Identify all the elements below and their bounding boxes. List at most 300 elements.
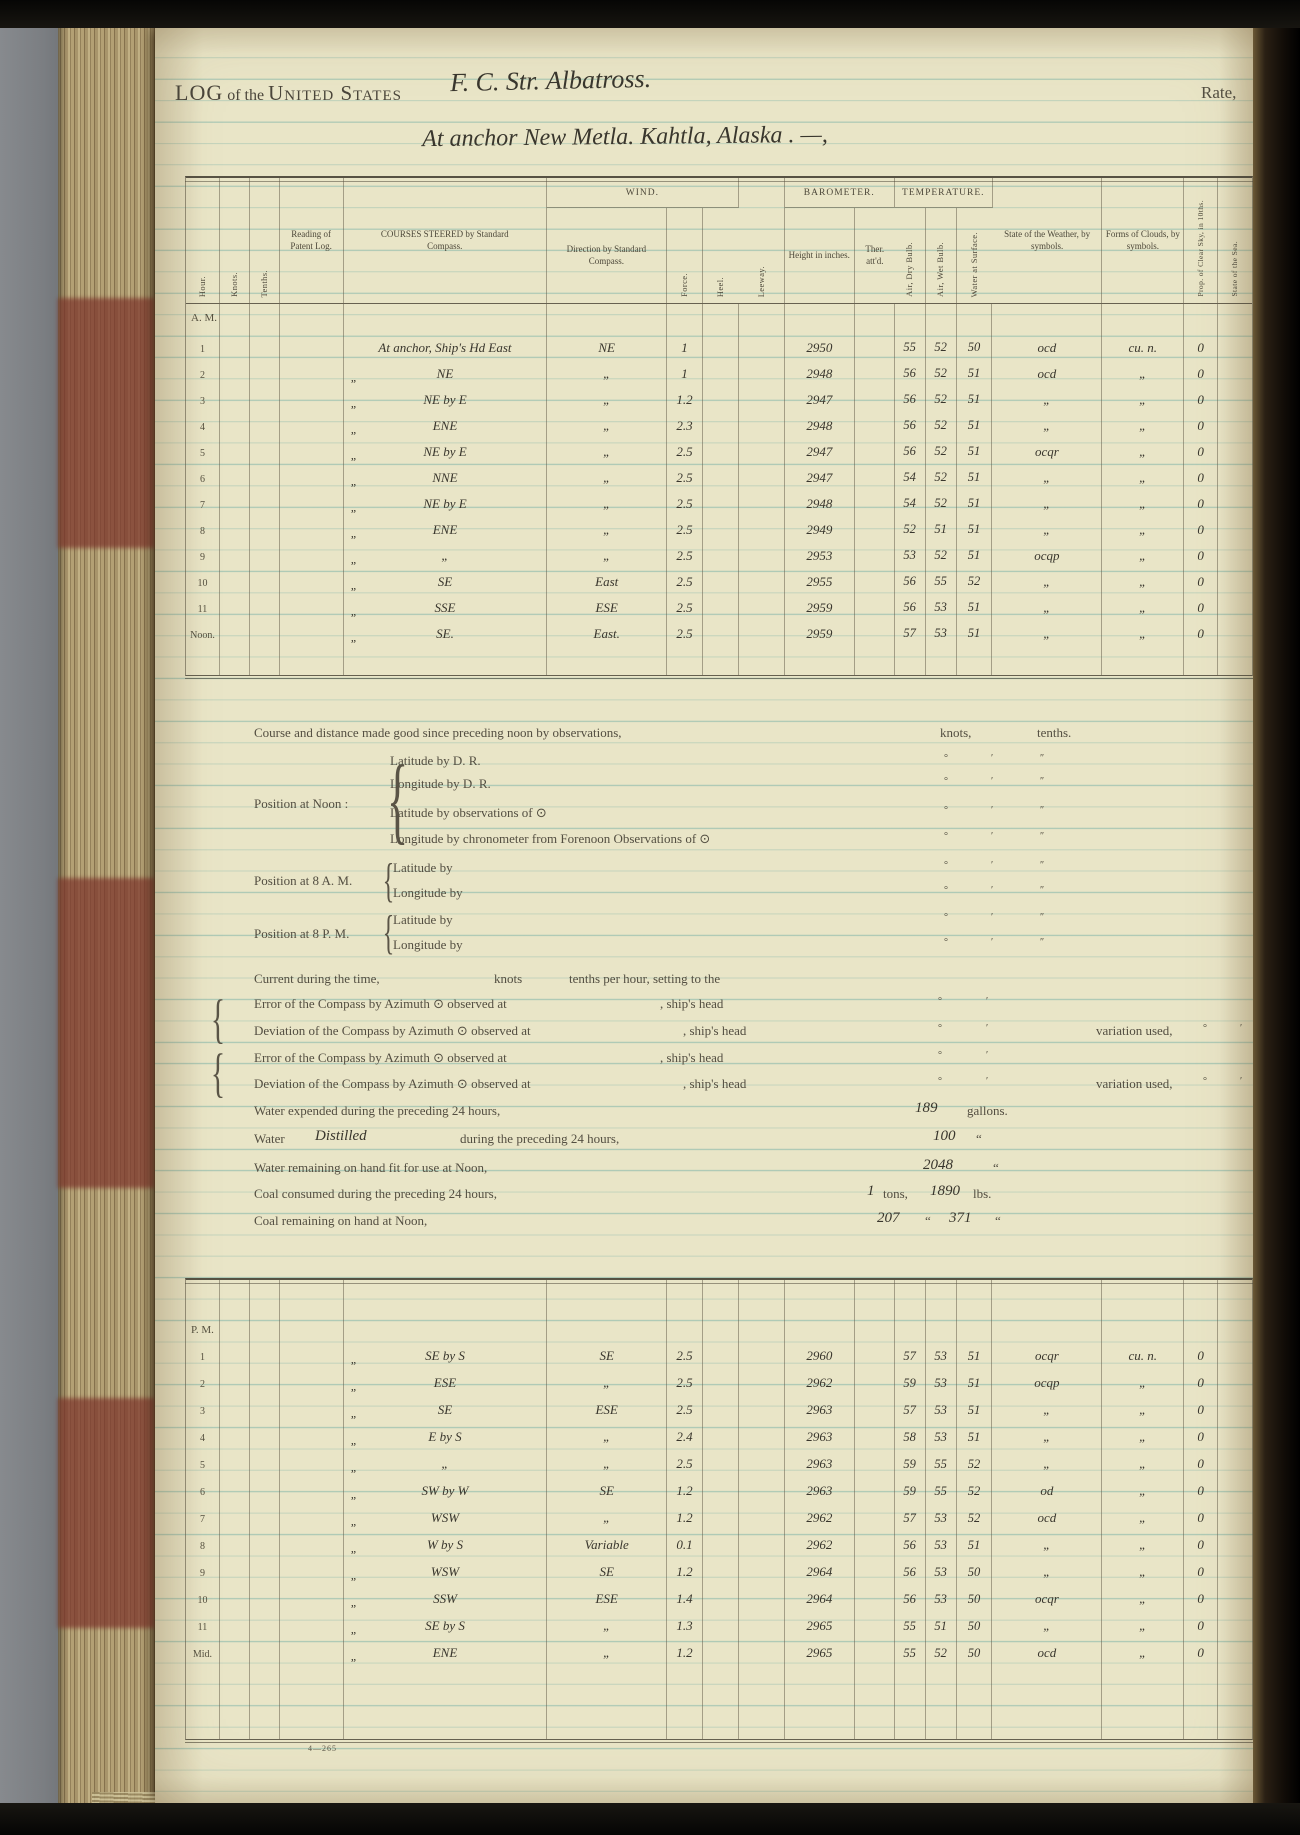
- cell-dry-bulb: [895, 544, 926, 570]
- position-8am-item: Latitude by ° ′ ″: [393, 860, 1045, 875]
- cell-heel: [703, 362, 739, 388]
- cell-ther-attached: [855, 492, 895, 518]
- cell-patent-log: [280, 518, 344, 544]
- weather-entry: „: [1043, 495, 1051, 511]
- cell-wet-bulb: [926, 570, 957, 596]
- cell-weather: [992, 544, 1102, 570]
- course-entry: SE: [437, 1402, 453, 1417]
- cell-state-of-sea: [1218, 336, 1252, 362]
- cell-water-temp: [957, 388, 993, 414]
- col-heel: Heel.: [715, 276, 726, 297]
- cell-hour: [186, 440, 220, 466]
- cell-leeway: [739, 1344, 785, 1371]
- position-8pm-item: Longitude by ° ′ ″: [393, 937, 1045, 952]
- cell-wet-bulb: [926, 1479, 957, 1506]
- cell-knots: [220, 1425, 250, 1452]
- wind-entry: East.: [593, 625, 620, 641]
- barometer-entry: 2959: [806, 625, 833, 641]
- wind-entry: „: [603, 365, 611, 381]
- cell-knots: [220, 466, 250, 492]
- cell-weather: [992, 466, 1102, 492]
- barometer-entry: 2953: [806, 547, 833, 563]
- barometer-entry: 2963: [806, 1429, 833, 1444]
- cell-heel: [703, 1614, 739, 1641]
- ditto-mark: „: [350, 1406, 358, 1420]
- wet-bulb-entry: 51: [934, 1618, 947, 1633]
- cell-course: [344, 414, 548, 440]
- wet-bulb-entry: 55: [934, 574, 947, 588]
- cell-tenths: [250, 362, 280, 388]
- clouds-entry: „: [1139, 1618, 1147, 1633]
- cell-water-temp: [957, 1398, 993, 1425]
- ditto-mark: „: [350, 552, 358, 566]
- dry-bulb-entry: 59: [903, 1375, 916, 1390]
- water-temp-entry: 51: [967, 522, 981, 536]
- dry-bulb-entry: 59: [903, 1483, 916, 1498]
- wet-bulb-entry: 52: [934, 548, 947, 562]
- cell-hour: [186, 1560, 220, 1587]
- cell-patent-log: [280, 596, 344, 622]
- force-entry: 2.5: [676, 521, 693, 537]
- force-entry: 2.3: [676, 417, 693, 433]
- force-entry: 2.5: [676, 1348, 693, 1363]
- force-entry: 1.2: [676, 1510, 693, 1525]
- water-made-line: Water Distilled during the preceding 24 hours, 100 “: [254, 1128, 982, 1146]
- cell-wet-bulb: [926, 1533, 957, 1560]
- cell-patent-log: [280, 1371, 344, 1398]
- barometer-entry: 2949: [806, 521, 833, 537]
- cell-wet-bulb: [926, 1641, 957, 1668]
- cell-course: [344, 518, 548, 544]
- cell-clear-sky: [1184, 1344, 1218, 1371]
- scan-bottom-edge: [0, 1803, 1300, 1835]
- wind-entry: „: [603, 391, 611, 407]
- cell-ther-attached: [855, 388, 895, 414]
- cell-wind-direction: [547, 570, 667, 596]
- wind-entry: ESE: [595, 1591, 618, 1606]
- force-entry: 1.4: [676, 1591, 693, 1606]
- cell-weather: [992, 440, 1102, 466]
- cell-wind-direction: [547, 388, 667, 414]
- cell-state-of-sea: [1218, 596, 1252, 622]
- cell-wet-bulb: [926, 440, 957, 466]
- weather-entry: „: [1043, 1456, 1051, 1471]
- dry-bulb-entry: 55: [903, 1645, 916, 1660]
- cell-heel: [703, 1506, 739, 1533]
- cell-patent-log: [280, 1560, 344, 1587]
- hour-label: 9: [199, 1568, 205, 1579]
- course-entry: SE: [437, 573, 453, 589]
- cell-state-of-sea: [1218, 544, 1252, 570]
- cell-ther-attached: [855, 466, 895, 492]
- hour-label: 11: [197, 603, 208, 615]
- compass-error-line: Error of the Compass by Azimuth ⊙ observed at , ship's head ° ′: [254, 1050, 989, 1065]
- cell-clear-sky: [1184, 466, 1218, 492]
- cell-barometer: [785, 518, 855, 544]
- cell-knots: [220, 1344, 250, 1371]
- cell-water-temp: [957, 1560, 993, 1587]
- cell-force: [667, 1371, 703, 1398]
- clouds-entry: „: [1139, 1483, 1147, 1498]
- cell-barometer: [785, 1371, 855, 1398]
- clear-sky-entry: 0: [1197, 417, 1204, 433]
- cell-patent-log: [280, 1641, 344, 1668]
- hour-label: 7: [199, 1514, 205, 1525]
- col-cloud-forms: Forms of Clouds, by symbols.: [1102, 178, 1184, 303]
- ship-name-handwritten: F. C. Str. Albatross.: [449, 63, 652, 98]
- cell-hour: [186, 544, 220, 570]
- dry-bulb-entry: 56: [903, 574, 916, 588]
- cell-clear-sky: [1184, 622, 1218, 648]
- rate-label: Rate,: [1201, 83, 1237, 102]
- cell-heel: [703, 336, 739, 362]
- cell-patent-log: [280, 362, 344, 388]
- hour-label: 10: [197, 577, 208, 589]
- wind-entry: ESE: [595, 599, 618, 615]
- cell-tenths: [250, 518, 280, 544]
- dry-bulb-entry: 56: [903, 444, 916, 458]
- weather-entry: ocd: [1037, 1510, 1057, 1525]
- cell-clouds: [1102, 1425, 1184, 1452]
- cell-weather: [992, 1641, 1102, 1668]
- cell-force: [667, 1506, 703, 1533]
- dry-bulb-entry: 57: [903, 1348, 916, 1363]
- cell-dry-bulb: [895, 570, 926, 596]
- marbled-edge-patch: [58, 298, 155, 548]
- log-row: [186, 1587, 1252, 1614]
- cell-force: [667, 570, 703, 596]
- cell-tenths: [250, 1560, 280, 1587]
- cell-weather: [992, 1533, 1102, 1560]
- cell-barometer: [785, 1560, 855, 1587]
- cell-course: [344, 362, 548, 388]
- cell-wet-bulb: [926, 466, 957, 492]
- barometer-entry: 2962: [806, 1510, 833, 1525]
- clouds-entry: „: [1139, 521, 1147, 537]
- book-page-edges: [58, 22, 155, 1810]
- weather-entry: ocqr: [1034, 1591, 1059, 1606]
- cell-water-temp: [957, 466, 993, 492]
- cell-wind-direction: [547, 1425, 667, 1452]
- cell-heel: [703, 1533, 739, 1560]
- title-of-the: of the: [223, 87, 269, 104]
- cell-leeway: [739, 440, 785, 466]
- cell-force: [667, 1479, 703, 1506]
- log-row: [186, 1506, 1252, 1533]
- log-row: [186, 414, 1252, 440]
- cell-force: [667, 492, 703, 518]
- cell-clouds: [1102, 492, 1184, 518]
- hour-label: 5: [199, 447, 205, 459]
- cell-knots: [220, 544, 250, 570]
- water-temp-entry: 50: [967, 1645, 981, 1660]
- cell-force: [667, 1533, 703, 1560]
- position-8am-brace: {: [382, 854, 395, 907]
- cell-leeway: [739, 414, 785, 440]
- cell-course: [344, 596, 548, 622]
- wet-bulb-entry: 53: [934, 1375, 947, 1390]
- cell-barometer: [785, 362, 855, 388]
- cell-force: [667, 1614, 703, 1641]
- dry-bulb-entry: 59: [903, 1456, 916, 1471]
- force-entry: 2.4: [676, 1429, 693, 1444]
- cell-clouds: [1102, 1533, 1184, 1560]
- course-entry: E by S: [428, 1429, 462, 1444]
- col-air-wet-bulb: Air, Wet Bulb.: [926, 208, 957, 303]
- cell-heel: [703, 1371, 739, 1398]
- cell-course: [344, 622, 548, 648]
- cell-knots: [220, 336, 250, 362]
- cell-hour: [186, 492, 220, 518]
- cell-wet-bulb: [926, 1506, 957, 1533]
- cell-barometer: [785, 388, 855, 414]
- cell-water-temp: [957, 1344, 993, 1371]
- cell-clouds: [1102, 362, 1184, 388]
- clear-sky-entry: 0: [1197, 469, 1204, 485]
- water-temp-entry: 50: [967, 1591, 981, 1606]
- cell-weather: [992, 336, 1102, 362]
- course-entry: „: [441, 547, 449, 563]
- cell-tenths: [250, 596, 280, 622]
- cell-heel: [703, 622, 739, 648]
- cell-clear-sky: [1184, 1560, 1218, 1587]
- cell-knots: [220, 1587, 250, 1614]
- hour-label: 3: [199, 395, 205, 407]
- cell-heel: [703, 1344, 739, 1371]
- scan-top-edge: [0, 0, 1300, 28]
- cell-barometer: [785, 1425, 855, 1452]
- cell-course: [344, 336, 548, 362]
- cell-wet-bulb: [926, 544, 957, 570]
- dry-bulb-entry: 55: [903, 340, 916, 354]
- hour-label: 2: [199, 369, 205, 381]
- cell-patent-log: [280, 622, 344, 648]
- barometer-entry: 2947: [806, 443, 833, 459]
- wind-entry: „: [603, 1456, 611, 1471]
- cell-heel: [703, 440, 739, 466]
- water-temp-entry: 50: [967, 1618, 981, 1633]
- cell-hour: [186, 596, 220, 622]
- cell-course: [344, 570, 548, 596]
- clouds-entry: „: [1139, 1375, 1147, 1390]
- wet-bulb-entry: 55: [934, 1483, 947, 1498]
- cell-clear-sky: [1184, 1533, 1218, 1560]
- clear-sky-entry: 0: [1197, 1348, 1204, 1363]
- weather-entry: ocd: [1037, 339, 1057, 355]
- water-temp-entry: 52: [967, 1510, 981, 1525]
- cell-dry-bulb: [895, 1614, 926, 1641]
- cell-wet-bulb: [926, 1425, 957, 1452]
- log-row: [186, 1533, 1252, 1560]
- cell-state-of-sea: [1218, 1614, 1252, 1641]
- weather-entry: „: [1043, 391, 1051, 407]
- am-empty-rows: [186, 648, 1252, 675]
- cell-leeway: [739, 492, 785, 518]
- cell-tenths: [250, 1398, 280, 1425]
- cell-dry-bulb: [895, 622, 926, 648]
- cell-leeway: [739, 1371, 785, 1398]
- wind-entry: NE: [598, 339, 615, 355]
- col-baro-height: Height in inches.: [785, 208, 855, 303]
- weather-entry: „: [1043, 1564, 1051, 1579]
- water-expended-line: Water expended during the preceding 24 hours, 189 gallons.: [254, 1100, 1008, 1118]
- wind-entry: „: [603, 1618, 611, 1633]
- log-row: [186, 544, 1252, 570]
- cell-clear-sky: [1184, 1479, 1218, 1506]
- barometer-entry: 2947: [806, 469, 833, 485]
- cell-ther-attached: [855, 1344, 895, 1371]
- cell-force: [667, 440, 703, 466]
- weather-entry: „: [1043, 625, 1051, 641]
- wind-entry: „: [603, 1645, 611, 1660]
- barometer-entry: 2963: [806, 1456, 833, 1471]
- ditto-mark: „: [350, 1460, 358, 1474]
- log-row: [186, 518, 1252, 544]
- weather-entry: ocqr: [1034, 443, 1059, 459]
- cell-hour: [186, 1533, 220, 1560]
- cell-state-of-sea: [1218, 362, 1252, 388]
- cell-water-temp: [957, 1425, 993, 1452]
- cell-barometer: [785, 1587, 855, 1614]
- pm-header-space: [186, 1280, 1252, 1322]
- cell-hour: [186, 1614, 220, 1641]
- position-noon-item: Longitude by D. R. ° ′ ″: [390, 776, 1045, 791]
- cell-barometer: [785, 596, 855, 622]
- cell-barometer: [785, 1506, 855, 1533]
- hour-label: 10: [197, 1595, 208, 1606]
- cell-dry-bulb: [895, 1452, 926, 1479]
- col-knots: Knots.: [220, 178, 250, 303]
- col-hour: Hour.: [186, 178, 220, 303]
- cell-wind-direction: [547, 1479, 667, 1506]
- wet-bulb-entry: 51: [934, 522, 947, 536]
- cell-weather: [992, 1425, 1102, 1452]
- water-temp-entry: 51: [967, 392, 981, 406]
- cell-force: [667, 1398, 703, 1425]
- cell-barometer: [785, 336, 855, 362]
- cell-wet-bulb: [926, 1398, 957, 1425]
- cell-clouds: [1102, 1560, 1184, 1587]
- cell-state-of-sea: [1218, 466, 1252, 492]
- ditto-mark: „: [350, 474, 358, 488]
- cell-barometer: [785, 466, 855, 492]
- cell-water-temp: [957, 440, 993, 466]
- cell-ther-attached: [855, 1614, 895, 1641]
- cell-ther-attached: [855, 518, 895, 544]
- clear-sky-entry: 0: [1197, 1618, 1204, 1633]
- position-noon-item: Longitude by chronometer from Forenoon Observations of ⊙ ° ′ ″: [390, 831, 1045, 846]
- weather-entry: ocd: [1037, 1645, 1057, 1660]
- cell-heel: [703, 414, 739, 440]
- wet-bulb-entry: 53: [934, 1429, 947, 1444]
- am-table-header: [186, 178, 1252, 304]
- cell-hour: [186, 622, 220, 648]
- dry-bulb-entry: 52: [903, 522, 916, 536]
- course-entry: NNE: [432, 469, 458, 485]
- water-remaining-line: Water remaining on hand fit for use at Noon, 2048 “: [254, 1157, 999, 1175]
- cell-course: [344, 466, 548, 492]
- cell-dry-bulb: [895, 518, 926, 544]
- cell-knots: [220, 518, 250, 544]
- ditto-mark: „: [350, 604, 358, 618]
- cell-course: [344, 1560, 548, 1587]
- wet-bulb-entry: 53: [934, 600, 947, 614]
- cell-hour: [186, 336, 220, 362]
- clouds-entry: „: [1139, 1591, 1147, 1606]
- cell-knots: [220, 1533, 250, 1560]
- cell-ther-attached: [855, 1641, 895, 1668]
- dry-bulb-entry: 56: [903, 1591, 916, 1606]
- water-temp-entry: 51: [967, 496, 981, 510]
- force-entry: 2.5: [676, 495, 693, 511]
- cell-ther-attached: [855, 544, 895, 570]
- weather-entry: „: [1043, 1537, 1051, 1552]
- cell-course: [344, 544, 548, 570]
- weather-entry: ocqp: [1034, 1375, 1060, 1390]
- clear-sky-entry: 0: [1197, 1591, 1204, 1606]
- cell-heel: [703, 596, 739, 622]
- clouds-entry: „: [1139, 599, 1147, 615]
- cell-weather: [992, 1398, 1102, 1425]
- am-period-row: [186, 304, 1252, 336]
- col-tenths: Tenths.: [250, 178, 280, 303]
- col-wind-direction: Direction by Standard Compass.: [547, 208, 667, 303]
- wind-entry: SE: [599, 1348, 614, 1363]
- coal-remaining-lbs: 371: [949, 1210, 972, 1226]
- clouds-entry: „: [1139, 495, 1147, 511]
- force-entry: 2.5: [676, 443, 693, 459]
- log-row: [186, 596, 1252, 622]
- ditto-mark: „: [350, 1379, 358, 1393]
- cell-hour: [186, 1641, 220, 1668]
- log-page: [155, 28, 1253, 1803]
- force-entry: 2.5: [676, 547, 693, 563]
- position-noon-item: Latitude by observations of ⊙ ° ′ ″: [390, 805, 1045, 820]
- cell-hour: [186, 1479, 220, 1506]
- clear-sky-entry: 0: [1197, 1537, 1204, 1552]
- course-entry: SE by S: [425, 1348, 465, 1363]
- clear-sky-entry: 0: [1197, 339, 1204, 355]
- course-entry: ENE: [432, 417, 458, 433]
- marbled-edge-patch: [58, 1398, 155, 1628]
- cell-course: [344, 1425, 548, 1452]
- cell-knots: [220, 414, 250, 440]
- dry-bulb-entry: 56: [903, 366, 916, 380]
- log-row: [186, 622, 1252, 648]
- weather-entry: „: [1043, 417, 1051, 433]
- force-entry: 1.2: [676, 1645, 693, 1660]
- ditto-mark: „: [350, 422, 358, 436]
- cell-wind-direction: [547, 492, 667, 518]
- cell-clouds: [1102, 1371, 1184, 1398]
- log-row: [186, 570, 1252, 596]
- position-8am-item: Longitude by ° ′ ″: [393, 885, 1045, 900]
- cell-dry-bulb: [895, 1344, 926, 1371]
- cell-dry-bulb: [895, 492, 926, 518]
- water-temp-entry: 52: [967, 1456, 981, 1471]
- ditto-mark: „: [350, 1433, 358, 1447]
- cell-leeway: [739, 336, 785, 362]
- col-state-of-sea: State of the Sea.: [1229, 241, 1239, 297]
- cell-course: [344, 1614, 548, 1641]
- cell-hour: [186, 362, 220, 388]
- course-entry: NE by E: [423, 443, 467, 459]
- cell-patent-log: [280, 414, 344, 440]
- cell-weather: [992, 596, 1102, 622]
- cell-heel: [703, 388, 739, 414]
- wet-bulb-entry: 52: [934, 470, 947, 484]
- clouds-entry: „: [1139, 547, 1147, 563]
